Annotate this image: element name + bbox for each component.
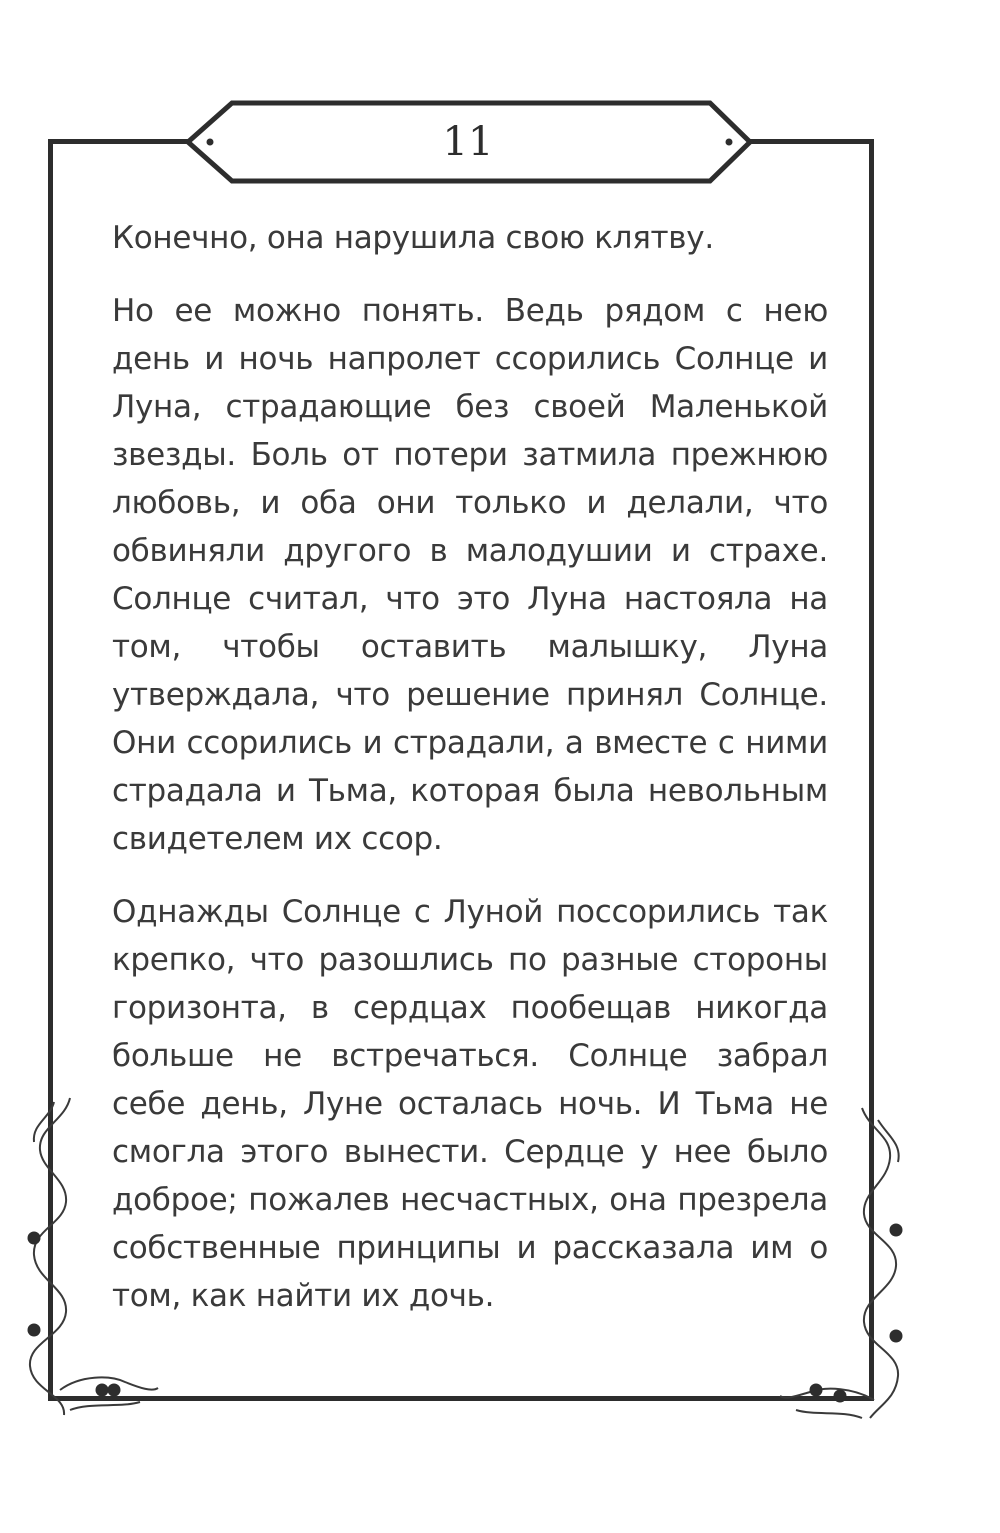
paragraph: Конечно, она нарушила свою клятву. [112,220,714,256]
paragraph: Но ее можно понять. Ведь рядом с нею день и ночь напролет ссорились Солнце и Луна, страдающие без своей Маленькой звезды. Боль от потери затмила прежнюю любовь, и оба они только и делали, что обвиняли другого в малодушии и страхе. Солнце считал, что это Луна настояла на том, чтобы оставить малышку, Луна утверждала, что решение принял Солнце. Они ссорились и страдали, а вместе с ними страдала и Тьма, которая была невольным свидетелем их ссор. [112,293,828,857]
badge-right-dot-icon [726,139,733,146]
badge-left-dot-icon [207,139,214,146]
vine-ornament-right-icon [770,1100,930,1430]
paragraph: Однажды Солнце с Луной поссорились так крепко, что разошлись по разные стороны горизонта, в сердцах пообещав никогда больше не встречаться. Солнце забрал себе день, Луне осталась ночь. И Тьма не смогла этого вынести. Сердце у нее было доброе; пожалев несчастных, она презрела собственные принципы и рассказала им о том, как найти их дочь. [112,894,828,1314]
vine-ornament-left-icon [10,1090,170,1430]
page-number: 11 [442,119,494,165]
body-text [112,214,828,1345]
